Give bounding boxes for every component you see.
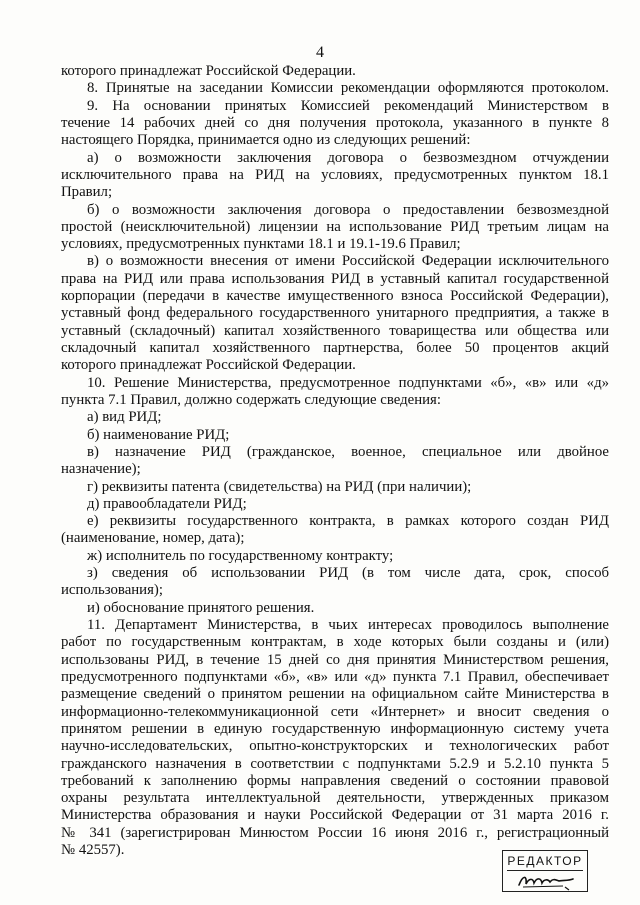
text-line: в) о возможности внесения от имени Российской Федерации исключительного xyxy=(87,253,609,270)
text-line: использованы РИД, в течение 15 дней со дня принятия Министерством решения, xyxy=(61,651,609,668)
text-line: в) назначение РИД (гражданское, военное, специальное или двойное xyxy=(87,443,609,460)
text-line: условиях, предусмотренных пунктами 18.1 и 19.1-19.6 Правил; xyxy=(61,236,461,253)
text-line: е) реквизиты государственного контракта, в рамках которого создан РИД xyxy=(87,513,609,530)
stamp-label: РЕДАКТОР xyxy=(507,854,583,868)
text-line: настоящего Порядка, принимается одно из следующих решений: xyxy=(61,132,471,149)
text-line: течение 14 рабочих дней со дня получения протокола, указанного в пункте 8 xyxy=(61,114,609,131)
text-line: работ по государственным контрактам, в ходе которых были созданы и (или) xyxy=(61,634,609,651)
text-line: принятом решении в единую государственную информационную систему учета xyxy=(61,720,609,737)
text-line: уставный (складочный) капитал хозяйственного товарищества или общества или xyxy=(61,322,609,339)
text-line: охраны результата интеллектуальной деятельности, утвержденных приказом xyxy=(61,790,609,807)
text-line: информационно-телекоммуникационной сети «Интернет» и вносит сведения о xyxy=(61,703,609,720)
page-number: 4 xyxy=(316,44,324,61)
text-line: д) правообладатели РИД; xyxy=(87,495,247,512)
text-line: которого принадлежат Российской Федерации. xyxy=(61,357,356,374)
text-line: 10. Решение Министерства, предусмотренное подпунктами «б», «в» или «д» xyxy=(87,374,609,391)
handwritten-signature xyxy=(513,869,579,891)
text-line: назначение); xyxy=(61,461,141,478)
text-line: уставный фонд федерального государственного унитарного предприятия, а также в xyxy=(61,305,609,322)
text-line: корпорации (передачи в качестве имущественного взноса Российской Федерации), xyxy=(61,288,609,305)
text-line: пункта 7.1 Правил, должно содержать следующие сведения: xyxy=(61,391,441,408)
text-line: размещение сведений о принятом решении на официальном сайте Министерства в xyxy=(61,686,609,703)
body-text xyxy=(61,63,609,859)
text-line: 8. Принятые на заседании Комиссии рекомендации оформляются протоколом. xyxy=(87,80,609,97)
text-line: гражданского назначения в соответствии с подпунктами 5.2.9 и 5.2.10 пункта 5 xyxy=(61,755,609,772)
text-line: научно-исследовательских, опытно-конструкторских и технологических работ xyxy=(61,738,609,755)
text-line: г) реквизиты патента (свидетельства) на РИД (при наличии); xyxy=(87,478,472,495)
text-line: а) о возможности заключения договора о безвозмездном отчуждении xyxy=(87,149,609,166)
text-line: складочный капитал хозяйственного партнерства, более 50 процентов акций xyxy=(61,340,609,356)
text-line: ж) исполнитель по государственному контракту; xyxy=(87,547,394,564)
editor-stamp xyxy=(502,850,588,892)
text-line: и) обоснование принятого решения. xyxy=(87,599,315,616)
text-line: б) о возможности заключения договора о предоставлении безвозмездной xyxy=(87,201,609,218)
text-line: предусмотренного подпунктами «б», «в» или «д» пункта 7.1 Правил, обеспечивает xyxy=(61,668,609,685)
text-line: использования); xyxy=(61,582,163,599)
text-line: Правил; xyxy=(61,184,113,201)
text-line: требований к заполнению формы направления сведений о состоянии правовой xyxy=(61,772,609,789)
text-line: № 42557). xyxy=(61,842,125,859)
text-line: Министерства образования и науки Российской Федерации от 31 марта 2016 г. xyxy=(61,807,609,824)
text-line: (наименование, номер, дата); xyxy=(61,530,245,547)
text-line: которого принадлежат Российской Федерации. xyxy=(61,63,356,79)
text-line: 11. Департамент Министерства, в чьих интересах проводилось выполнение xyxy=(87,617,609,633)
text-line: № 341 (зарегистрирован Минюстом России 16 июня 2016 г., регистрационный xyxy=(61,824,609,841)
text-line: права на РИД или права использования РИД в уставный капитал государственной xyxy=(61,270,609,287)
text-line: 9. На основании принятых Комиссией рекомендаций Министерством в xyxy=(87,97,609,114)
text-line: б) наименование РИД; xyxy=(87,426,230,443)
text-line: з) сведения об использовании РИД (в том числе дата, срок, способ xyxy=(87,565,609,582)
text-line: простой (неисключительной) лицензии на использование РИД третьим лицам на xyxy=(61,218,609,235)
text-line: а) вид РИД; xyxy=(87,409,162,426)
text-line: исключительного права на РИД на условиях, предусмотренных пунктом 18.1 xyxy=(61,166,609,183)
